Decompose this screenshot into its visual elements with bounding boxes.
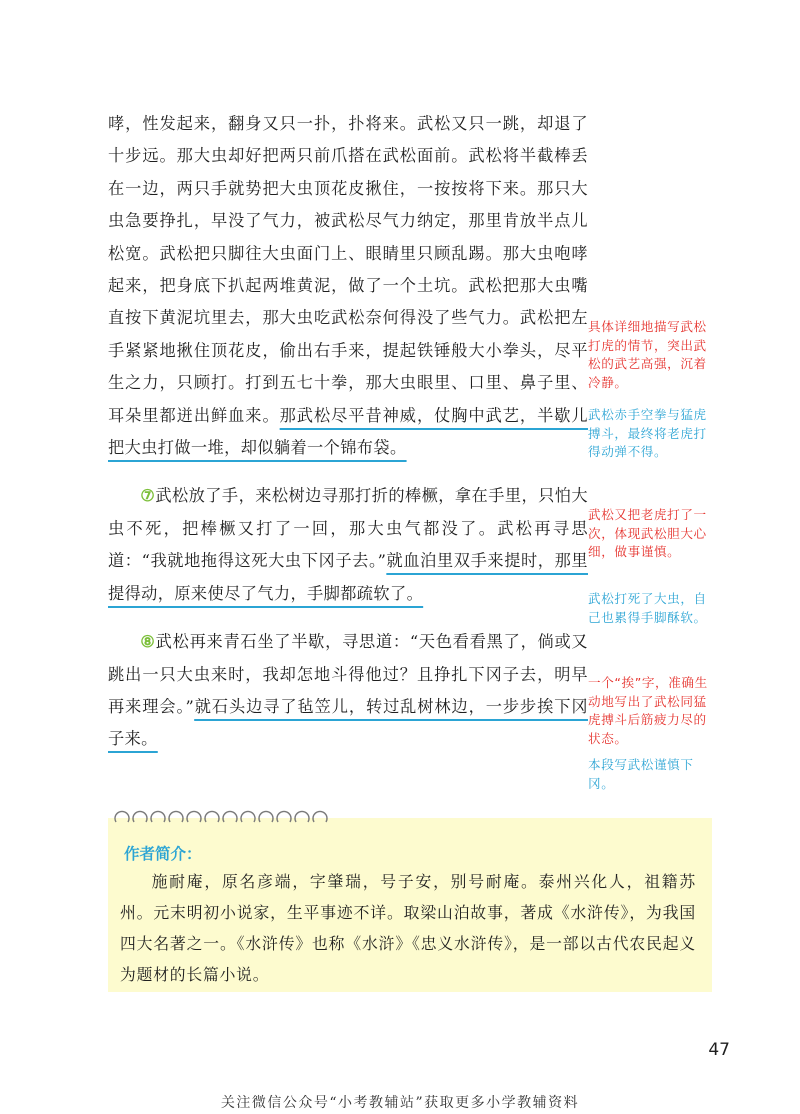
author-intro-text: 施耐庵，原名彦端，字肇瑞，号子安，别号耐庵。泰州兴化人，祖籍苏州。元末明初小说家，生平事迹不详。取梁山泊故事，著成《水浒传》，为我国四大名著之一。《水浒传》也称《水浒》《忠义水浒传》，是一部以古代农民起义为题材的长篇小说。 bbox=[120, 872, 696, 984]
paragraph-text: 哮，性发起来，翻身又只一扑，扑将来。武松又只一跳，却退了十步远。那大虫却好把两只前爪搭在武松面前。武松将半截棒丢在一边，两只手就势把大虫顶花皮揪住，一按按将下来。那只大虫急要挣扎，早没了气力，被武松尽气力纳定，那里肯放半点儿松宽。武松把只脚往大虫面门上、眼睛里只顾乱踢。那大虫咆哮起来，把身底下扒起两堆黄泥，做了一个土坑。武松把那大虫嘴直按下黄泥坑里去，那大虫吃武松奈何得没了些气力。武松把左手紧紧地揪住顶花皮，偷出右手来，提起铁锤般大小拳头，尽平生之力，只顾打。打到五七十拳，那大虫眼里、口里、鼻子里、耳朵里都迸出鲜血来。 bbox=[108, 114, 588, 425]
annotation-note-3: 武松又把老虎打了一次，体现武松胆大心细，做事谨慎。 bbox=[588, 507, 707, 559]
underlined-sentence: 那武松尽平昔神威，仗胸中武艺，半歇儿把大虫打做一堆，却似躺着一个锦布袋。 bbox=[108, 405, 589, 458]
annotation-note-6: 本段写武松谨慎下冈。 bbox=[588, 757, 694, 791]
paragraph-number-7: ⑦ bbox=[140, 486, 156, 506]
binder-rings-decoration bbox=[112, 806, 332, 828]
underlined-sentence: 就石头边寻了毡笠儿，转过乱树林边，一步步挨下冈子来。 bbox=[108, 696, 588, 749]
paragraph-number-8: ⑧ bbox=[140, 632, 156, 652]
annotation-note-4: 武松打死了大虫，自己也累得手脚酥软。 bbox=[588, 591, 707, 625]
paragraph-text: 武松再来青石坐了半歇，寻思道：“天色看看黑了，倘或又跳出一只大虫来时，我却怎地斗得他过？且挣扎下冈子去，明早再来理会。” bbox=[108, 632, 588, 716]
main-text bbox=[108, 108, 588, 756]
paragraph-text: 武松放了手，来松树边寻那打折的棒橛，拿在手里，只怕大虫不死，把棒橛又打了一回，那大虫气都没了。武松再寻思道：“我就地拖得这死大虫下冈子去。” bbox=[108, 486, 588, 571]
paragraph-6-continued bbox=[108, 108, 588, 464]
annotation-note-1: 具体详细地描写武松打虎的情节，突出武松的武艺高强，沉着冷静。 bbox=[588, 319, 707, 390]
underlined-sentence: 就血泊里双手来提时，那里提得动，原来使尽了气力，手脚都疏软了。 bbox=[108, 551, 588, 603]
annotation-note-2: 武松赤手空拳与猛虎搏斗，最终将老虎打得动弹不得。 bbox=[588, 407, 707, 459]
author-intro-title: 作者简介： bbox=[124, 845, 202, 863]
paragraph-8 bbox=[108, 626, 588, 756]
footer-note: 关注微信公众号“小考教辅站”获取更多小学教辅资料 bbox=[220, 1095, 580, 1111]
author-intro-box bbox=[108, 818, 712, 992]
annotation-note-5: 一个“挨”字，准确生动地写出了武松同猛虎搏斗后筋疲力尽的状态。 bbox=[588, 675, 708, 746]
page-number: 47 bbox=[708, 1040, 730, 1060]
paragraph-7 bbox=[108, 480, 588, 610]
